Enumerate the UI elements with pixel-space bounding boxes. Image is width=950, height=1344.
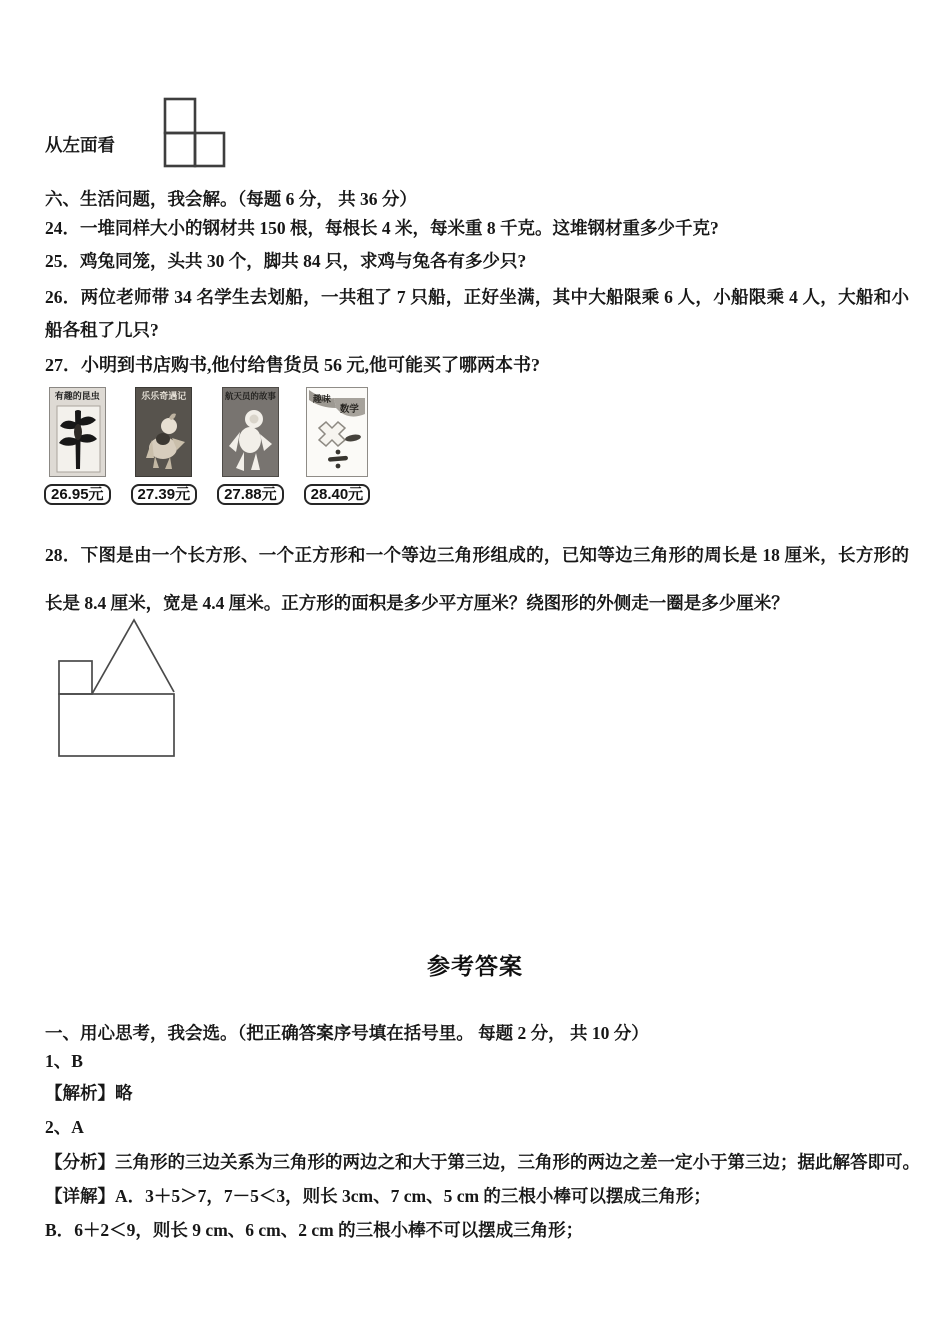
question-26: 26．两位老师带 34 名学生去划船，一共租了 7 只船，正好坐满，其中大船限乘 6 人，小船限乘 4 人，大船和小船各租了几只? [45,287,909,340]
answer-1: 1、B [45,1051,83,1071]
book-cover-math [306,387,368,477]
book-title: 有趣的昆虫 [54,391,100,401]
detail-b-label: B． [45,1220,75,1240]
left-view-figure-svg [163,97,226,169]
book-cover-astronaut [222,387,279,477]
book-title: 航天员的故事 [224,391,276,401]
answer-2-detail-a [45,1181,711,1211]
book-item-math [304,387,371,505]
book-cover-adventure [135,387,192,477]
pony-character-cover-art-icon [139,406,189,472]
answers-heading: 参考答案 [427,954,523,979]
left-view-figure [163,97,226,174]
book-item-adventure [131,387,198,505]
house-figure [56,615,180,766]
view-from-left-label: 从左面看 [45,135,115,155]
question-28: 28．下图是由一个长方形、一个正方形和一个等边三角形组成的，已知等边三角形的周长是 18 厘米，长方形的长是 8.4 厘米，宽是 4.4 厘米。正方形的面积是多少平方厘米？绕图形的外侧走一圈是多少厘米？ [45,545,909,613]
detail-b-text: 6＋2＜9，则长 9 cm、6 cm、2 cm 的三根小棒不可以摆成三角形； [74,1220,584,1240]
book-price: 28.40元 [304,484,371,505]
section-six-heading: 六、生活问题，我会解。（每题 6 分， 共 36 分） [45,189,417,209]
answer-2: 2、A [45,1117,84,1137]
analysis-text: 三角形的三边关系为三角形的两边之和大于第三边，三角形的两边之差一定小于第三边；据此解答即可。 [115,1152,920,1172]
book-price: 26.95元 [44,484,111,505]
book-price: 27.39元 [131,484,198,505]
answer-2-detail-b [45,1215,583,1245]
insect-tree-cover-art-icon [56,405,101,473]
book-title-bottom: 数学 [339,404,359,415]
book-item-insects [44,387,111,505]
house-figure-svg [56,615,180,761]
analysis-text: 略 [115,1083,133,1103]
question-27: 27．小明到书店购书,他付给售货员 56 元,他可能买了哪两本书? [45,355,540,375]
book-price: 27.88元 [217,484,284,505]
analysis-label: 【解析】 [45,1083,115,1103]
answer-2-analysis [45,1147,920,1177]
book-item-astronaut [217,387,284,505]
detail-a-text: A．3＋5＞7，7－5＜3，则长 3cm、7 cm、5 cm 的三根小棒可以摆成三角形； [115,1186,711,1206]
astronaut-cover-art-icon [226,404,276,474]
answer-1-analysis [45,1078,133,1108]
question-25: 25．鸡兔同笼，头共 30 个，脚共 84 只，求鸡与兔各有多少只? [45,251,527,271]
answer-section-one-heading: 一、用心思考，我会选。（把正确答案序号填在括号里。 每题 2 分， 共 10 分） [45,1023,649,1043]
analysis-label: 【分析】 [45,1152,115,1172]
question-24: 24．一堆同样大小的钢材共 150 根，每根长 4 米，每米重 8 千克。这堆钢材重多少千克? [45,218,719,238]
book-title: 乐乐奇遇记 [141,391,187,401]
detail-label: 【详解】 [45,1186,115,1206]
book-title-top: 趣味 [312,394,331,404]
book-list [44,387,370,505]
book-cover-insects [49,387,106,477]
